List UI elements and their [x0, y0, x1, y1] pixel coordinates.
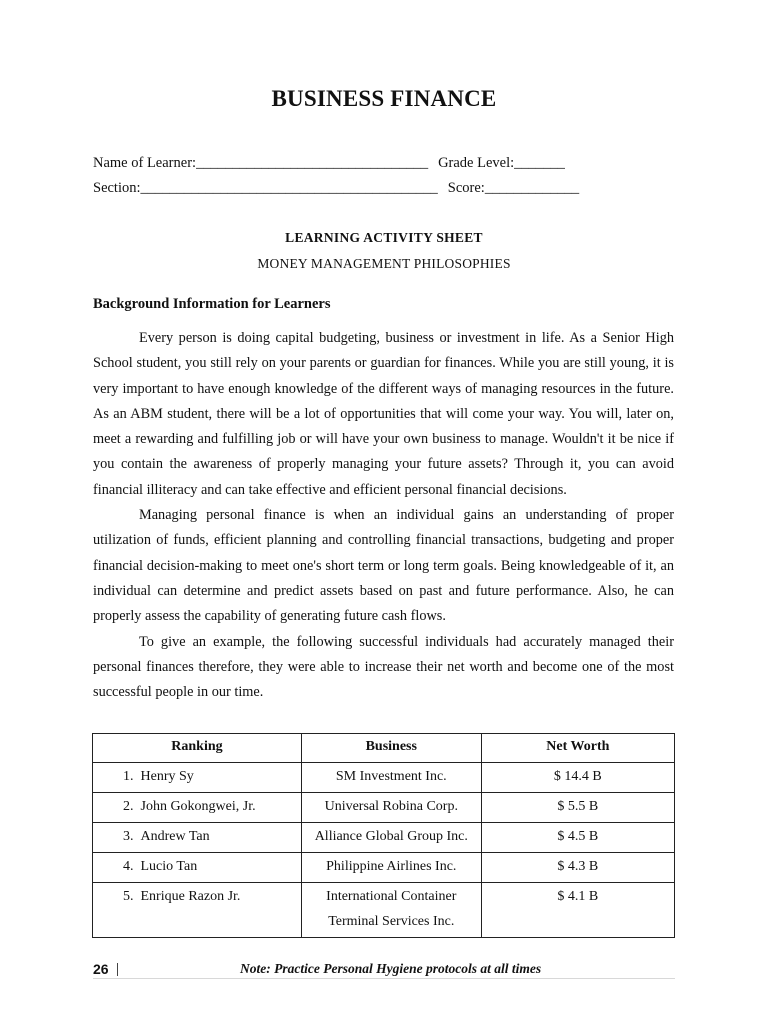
grade-blank: _______	[514, 155, 565, 171]
learner-info-row	[93, 155, 565, 172]
page-number-divider	[117, 963, 118, 976]
header-ranking: Ranking	[93, 734, 302, 763]
ranking-cell: 2. John Gokongwei, Jr.	[93, 793, 302, 823]
net-worth-cell: $ 14.4 B	[481, 763, 674, 793]
header-business: Business	[301, 734, 481, 763]
net-worth-cell: $ 4.3 B	[481, 853, 674, 883]
body-text	[93, 326, 674, 705]
name-blank: ________________________________	[196, 155, 429, 171]
business-cell: Alliance Global Group Inc.	[301, 823, 481, 853]
net-worth-cell: $ 4.5 B	[481, 823, 674, 853]
sheet-title: LEARNING ACTIVITY SHEET	[285, 230, 483, 245]
section-info-row	[93, 180, 579, 197]
paragraph: To give an example, the following successful individuals had accurately managed their personal finances therefore, they were able to increase their net worth and become one of the most successful people in our time.	[93, 633, 674, 701]
paragraph: Every person is doing capital budgeting, business or investment in life. As a Senior High School student, you still rely on your parents or guardian for finances. While you are still young, it is very important to have enough knowledge of the different ways of managing resources in the future. As an ABM student, there will be a lot of opportunities that will come your way. You will, later on, meet a rewarding and fulfilling job or will have your own business to manage. Wouldn't it be nice if you contain the awareness of properly managing your future assets? Through it, you can avoid financial illiteracy and can take effective and efficient personal financial decisions.	[93, 330, 674, 498]
business-cell: Philippine Airlines Inc.	[301, 853, 481, 883]
footer-rule	[93, 978, 675, 979]
ranking-cell: 5. Enrique Razon Jr.	[93, 883, 302, 938]
grade-label: Grade Level:	[438, 155, 515, 171]
background-heading: Background Information for Learners	[93, 296, 331, 312]
business-cell: International Container Terminal Services Inc.	[301, 883, 481, 938]
section-label: Section:	[93, 180, 141, 196]
net-worth-cell: $ 5.5 B	[481, 793, 674, 823]
page-title: BUSINESS FINANCE	[271, 86, 497, 111]
score-label: Score:	[447, 180, 485, 196]
footer-note: Note: Practice Personal Hygiene protocols at all times	[240, 961, 542, 976]
business-cell: SM Investment Inc.	[301, 763, 481, 793]
section-blank: _________________________________________	[140, 180, 438, 196]
business-cell: Universal Robina Corp.	[301, 793, 481, 823]
table-row	[93, 793, 675, 823]
table-row	[93, 883, 675, 938]
ranking-cell: 3. Andrew Tan	[93, 823, 302, 853]
table-row	[93, 763, 675, 793]
table-row	[93, 823, 675, 853]
sheet-subtitle: MONEY MANAGEMENT PHILOSOPHIES	[257, 256, 511, 271]
paragraph: Managing personal finance is when an individual gains an understanding of proper utilization of funds, efficient planning and controlling financial transactions, budgeting and proper financial decision-making to meet one's short term or long term goals. Being knowledgeable of it, an individual can determine and predict assets based on past and future performance. Also, he can properly assess the capability of generating future cash flows.	[93, 507, 674, 625]
score-blank: _____________	[484, 180, 580, 196]
ranking-cell: 4. Lucio Tan	[93, 853, 302, 883]
name-label: Name of Learner:	[93, 155, 197, 171]
net-worth-cell: $ 4.1 B	[481, 883, 674, 938]
ranking-cell: 1. Henry Sy	[93, 763, 302, 793]
page-number: 26	[93, 961, 109, 977]
table-row	[93, 853, 675, 883]
net-worth-table	[92, 733, 675, 938]
table-header-row	[93, 734, 675, 763]
header-net-worth: Net Worth	[481, 734, 674, 763]
